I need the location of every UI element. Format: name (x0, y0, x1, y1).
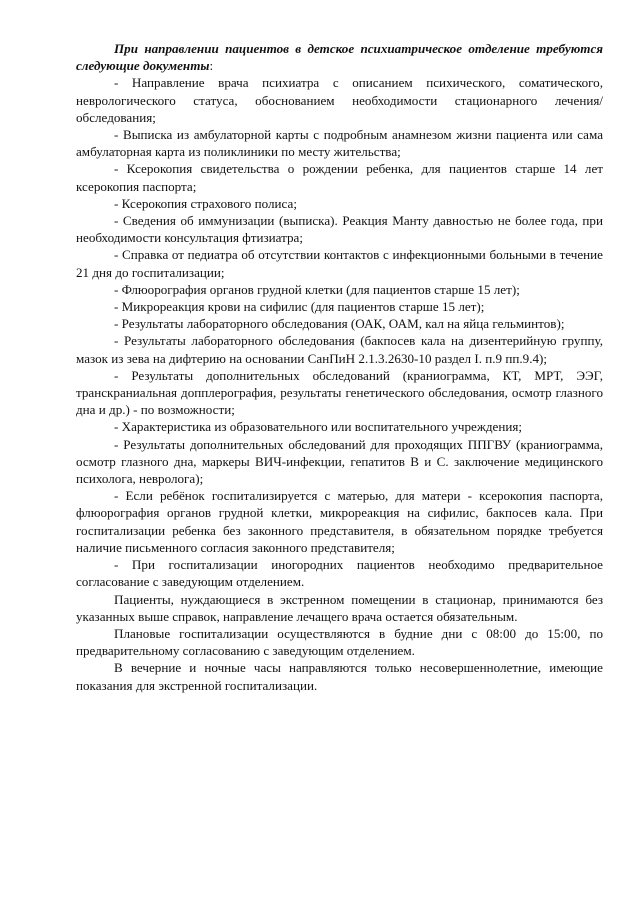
document-item-insurance-policy: - Ксерокопия страхового полиса; (114, 195, 297, 211)
paragraph-evening-night: В вечерние и ночные часы направляются только несовершеннолетние, имеющие показания для экстренной госпитализации. (76, 660, 603, 693)
document-item-referral: - Направление врача психиатра с описанием психического, соматического, неврологического статуса, обоснованием необходимости стационарного лечения/обследования; (76, 75, 603, 125)
paragraph-planned-admission: Плановые госпитализации осуществляются в будние дни с 08:00 до 15:00, по предварительному согласованию с заведующим отделением. (76, 625, 603, 659)
document-item-birth-certificate: - Ксерокопия свидетельства о рождении ребенка, для пациентов старше 14 лет ксерокопия паспорта; (76, 161, 603, 194)
document-item-mother-documents: - Если ребёнок госпитализируется с матерью, для матери - ксерокопия паспорта, флюорография органов грудной клетки, микрореакция на сифилис, бакпосев кала. При госпитализации ребенка без законного представителя, в обязательном порядке требуется наличие письменного согласия законного представителя; (76, 488, 603, 555)
document-item-lab-tests: - Результаты лабораторного обследования (ОАК, ОАМ, кал на яйца гельминтов); (114, 316, 565, 332)
document-item-pediatrician-certificate: - Справка от педиатра об отсутствии контактов с инфекционными больными в течение 21 дня до госпитализации; (76, 247, 603, 280)
document-item-outpatient-extract: - Выписка из амбулаторной карты с подробным анамнезом жизни пациента или сама амбулаторная карта из поликлиники по месту жительства; (76, 127, 603, 160)
document-item-immunization: - Сведения об иммунизации (выписка). Реакция Манту давностью не более года, при необходимости консультация фтизиатра; (76, 213, 603, 246)
document-item-fluorography: - Флюорография органов грудной клетки (для пациентов старше 15 лет); (114, 281, 520, 297)
heading-colon: : (209, 58, 214, 74)
document-item-lab-bacterial-tests: - Результаты лабораторного обследования (бакпосев кала на дизентерийную группу, мазок из зева на дифтерию на основании СанПиН 2.1.3.2630-10 раздел I. п.9 пп.9.4); (76, 333, 603, 366)
document-item-school-reference: - Характеристика из образовательного или воспитательного учреждения; (114, 419, 523, 435)
document-item-additional-exams: - Результаты дополнительных обследований (краниограмма, КТ, МРТ, ЭЭГ, транскраниальная допплерография, результаты генетического обследования, осмотр глазного дна и др.) - по возможности; (76, 367, 603, 418)
document-page (76, 40, 603, 694)
heading-emphasis: При направлении пациентов в детское психиатрическое отделение требуются следующие документы (76, 41, 603, 74)
document-item-syphilis-test: - Микрореакция крови на сифилис (для пациентов старше 15 лет); (114, 299, 485, 315)
document-item-nonresident-agreement: - При госпитализации иногородних пациентов необходимо предварительное согласование с заведующим отделением. (76, 557, 603, 590)
document-heading (76, 40, 603, 74)
document-item-ppgvu-exams: - Результаты дополнительных обследований для проходящих ППГВУ (краниограмма, осмотр глазного дна, маркеры ВИЧ-инфекции, гепатитов В и С. заключение медицинского психолога, невролога); (76, 436, 603, 487)
paragraph-emergency-admission: Пациенты, нуждающиеся в экстренном помещении в стационар, принимаются без указанных выше справок, направление лечащего врача остается обязательным. (76, 591, 603, 624)
